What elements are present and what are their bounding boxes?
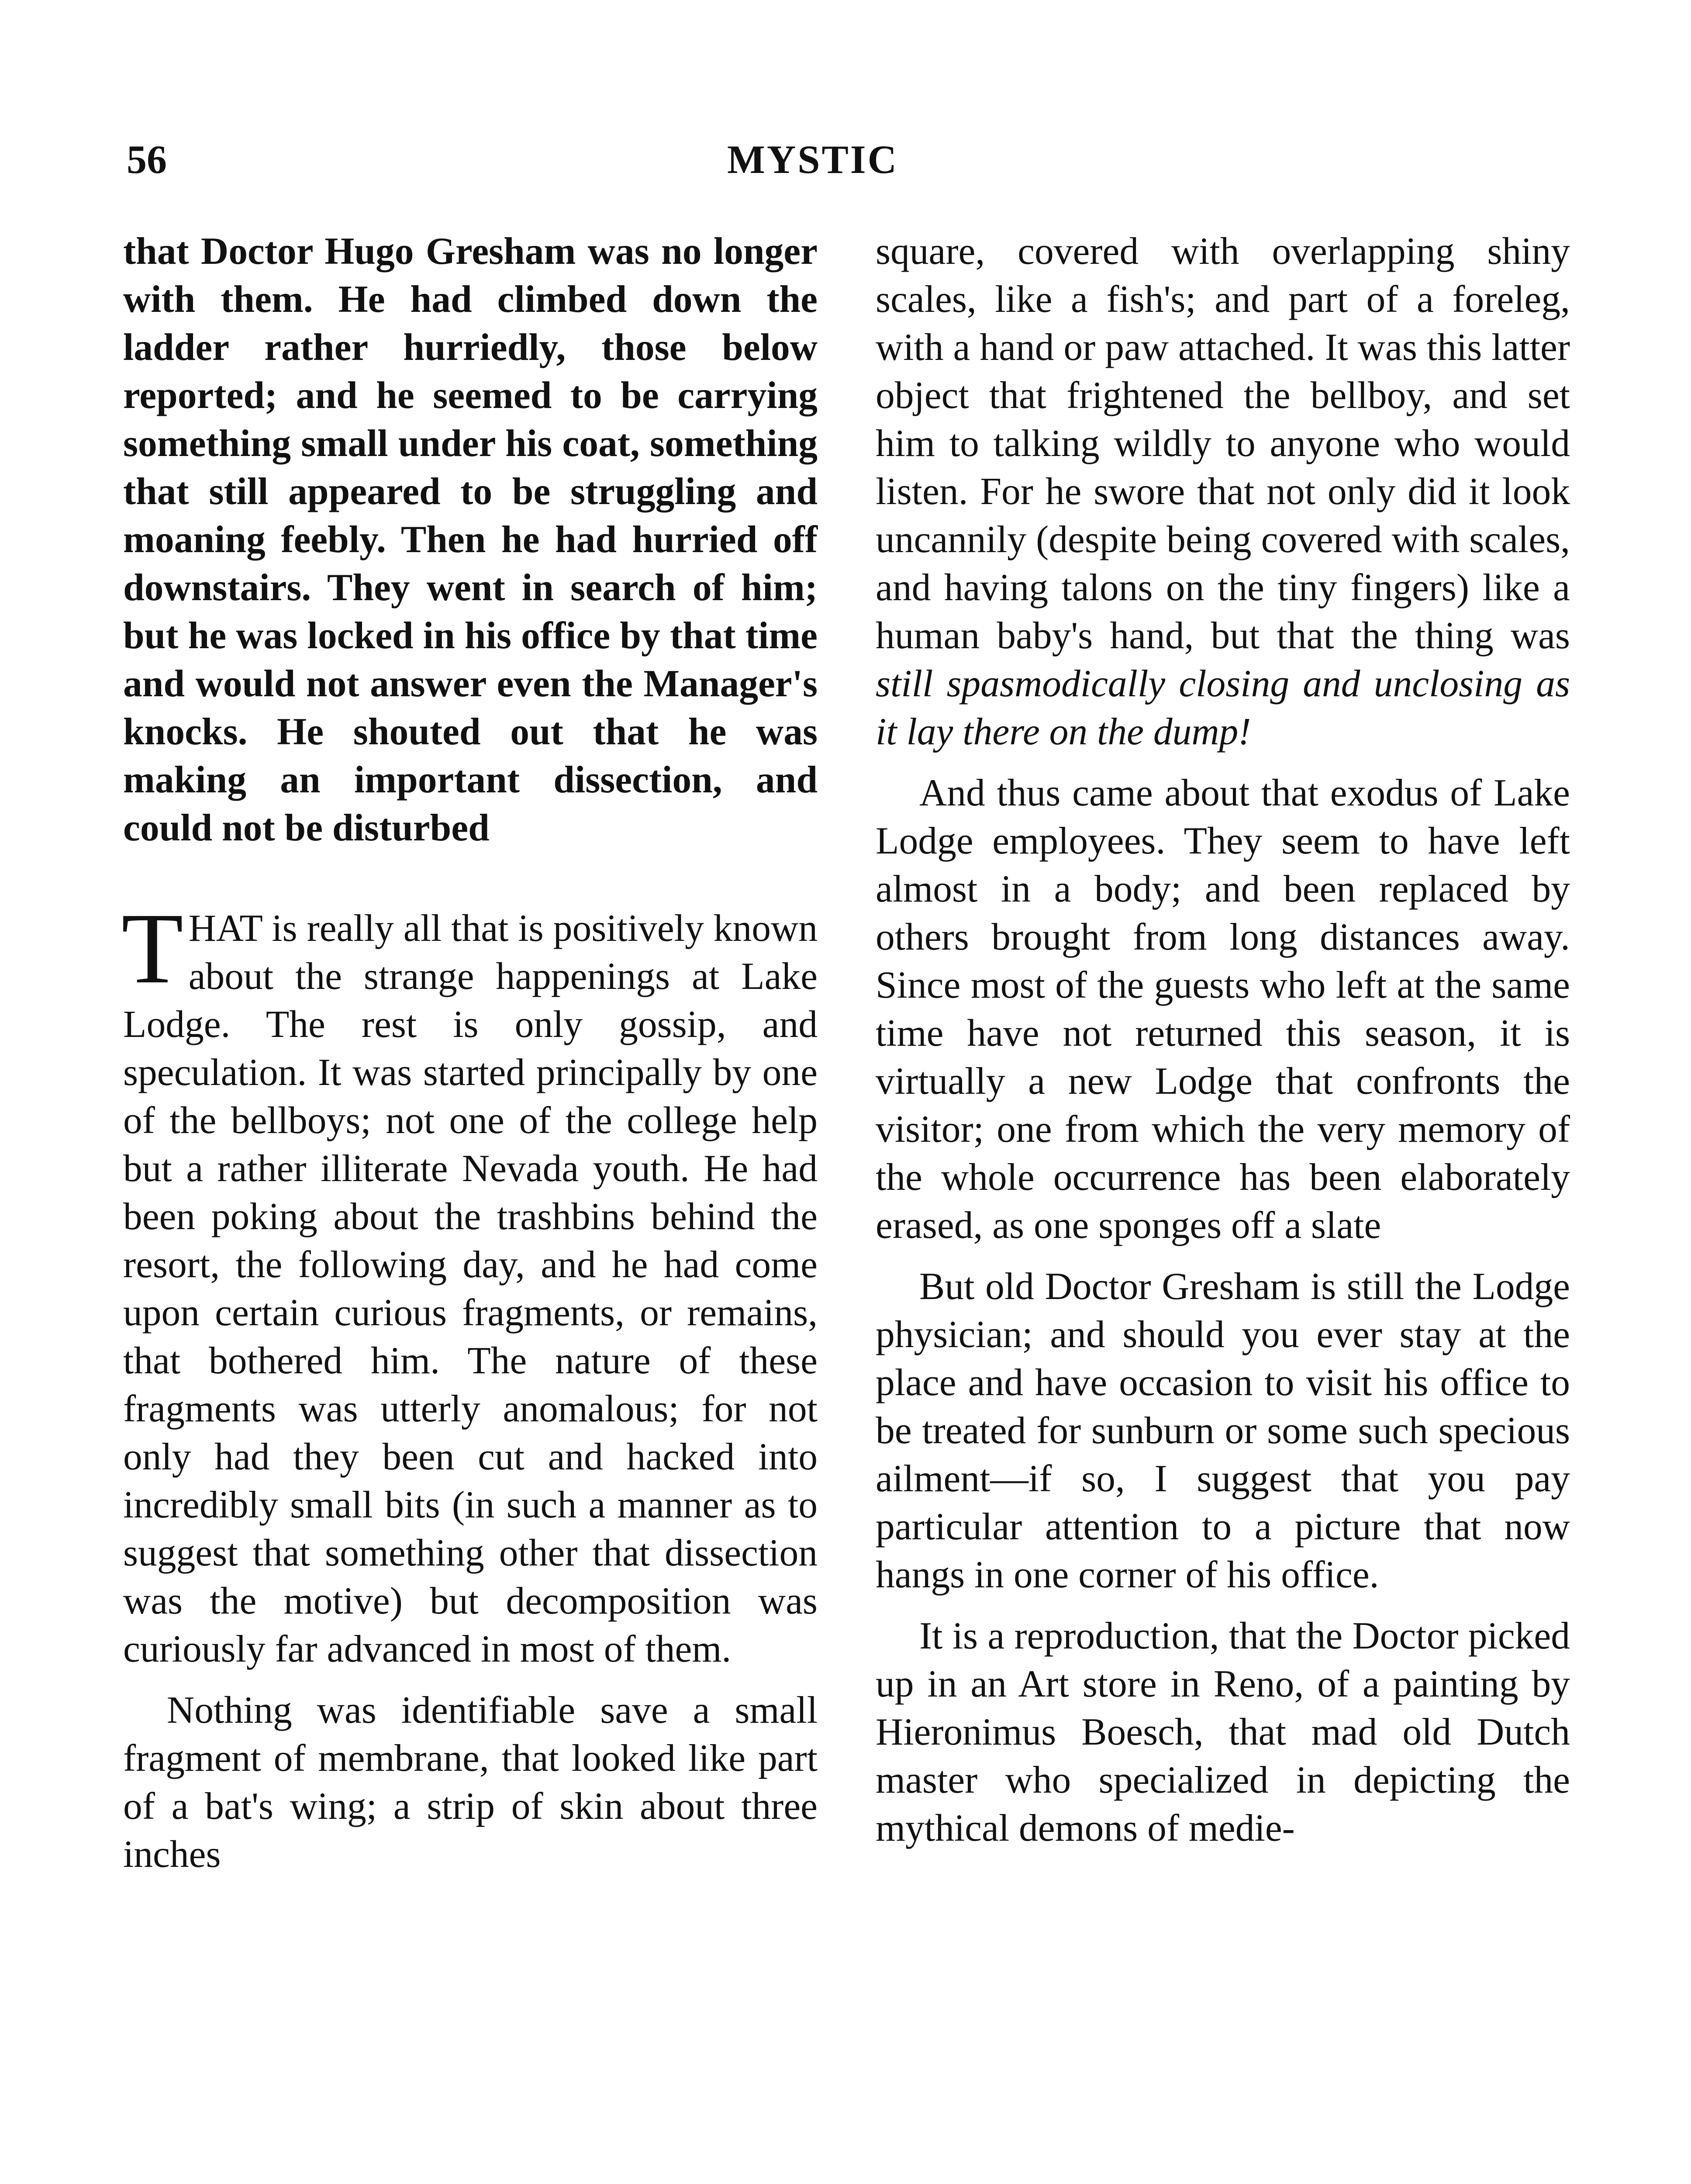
- paragraph-gap: [876, 1599, 1570, 1612]
- running-title: MYSTIC: [727, 137, 899, 182]
- paragraph: that Doctor Hugo Gresham was no longer with them. He had climbed down the ladder rather hurriedly, those below reported; and he seemed to be carrying something small under his coat, something that still appeared to be struggling and moaning feebly. Then he had hurried off downstairs. They went in search of him; but he was locked in his office by that time and would not answer even the Manager's knocks. He shouted out that he was making an important dissection, and could not be disturbed: [123, 230, 818, 849]
- paragraph-gap: [123, 1673, 818, 1686]
- paragraph-text: HAT is really all that is positively known about the strange happenings at Lake Lodge. The rest is only gossip, and speculation. It was started principally by one of the bellboys; not one of the college help but a rather illiterate Nevada youth. He had been poking about the trashbins behind the resort, the following day, and he had come upon certain curious fragments, or remains, that bothered him. The nature of these fragments was utterly anomalous; for not only had they been cut and hacked into incredibly small bits (in such a manner as to suggest that something other that dissection was the motive) but decomposition was curiously far advanced in most of them.: [123, 907, 818, 1670]
- paragraph: But old Doctor Gresham is still the Lodge physician; and should you ever stay at the place and have occasion to visit his office to be treated for sunburn or some such specious ailment—if so, I suggest that you pay particular attention to a picture that now hangs in one corner of his office.: [876, 1265, 1570, 1596]
- paragraph-gap: [876, 756, 1570, 769]
- paragraph-text: square, covered with overlapping shiny scales, like a fish's; and part of a foreleg, with a hand or paw attached. It was this latter object that frightened the bellboy, and set him to talking wildly to anyone who would listen. For he swore that not only did it look uncannily (despite being covered with scales, and having talons on the tiny fingers) like a human baby's hand, but that the thing was: [876, 230, 1570, 657]
- drop-cap: T: [121, 892, 183, 1005]
- right-column: [876, 227, 1570, 1852]
- page-number: 56: [127, 137, 167, 182]
- italic-text: still spasmodically closing and unclosing as it lay there on the dump!: [876, 662, 1570, 753]
- paragraph: Nothing was identifiable save a small fragment of membrane, that looked like part of a bat's wing; a strip of skin about three inches: [123, 1689, 818, 1875]
- page-header: [127, 131, 1581, 188]
- paragraph-dropcap: [121, 892, 818, 1673]
- left-column: [123, 227, 818, 1878]
- paragraph: It is a reproduction, that the Doctor picked up in an Art store in Reno, of a painting by Hieronimus Boesch, that mad old Dutch master who specialized in depicting the mythical demons of medie-: [876, 1614, 1570, 1849]
- section-break: [123, 852, 818, 904]
- paragraph-gap: [876, 1249, 1570, 1262]
- paragraph: [876, 227, 1570, 756]
- paragraph: And thus came about that exodus of Lake Lodge employees. They seem to have left almost in a body; and been replaced by others brought from long distances away. Since most of the guests who left at the same time have not returned this season, it is virtually a new Lodge that confronts the visitor; one from which the very memory of the whole occurrence has been elaborately erased, as one sponges off a slate: [876, 771, 1570, 1246]
